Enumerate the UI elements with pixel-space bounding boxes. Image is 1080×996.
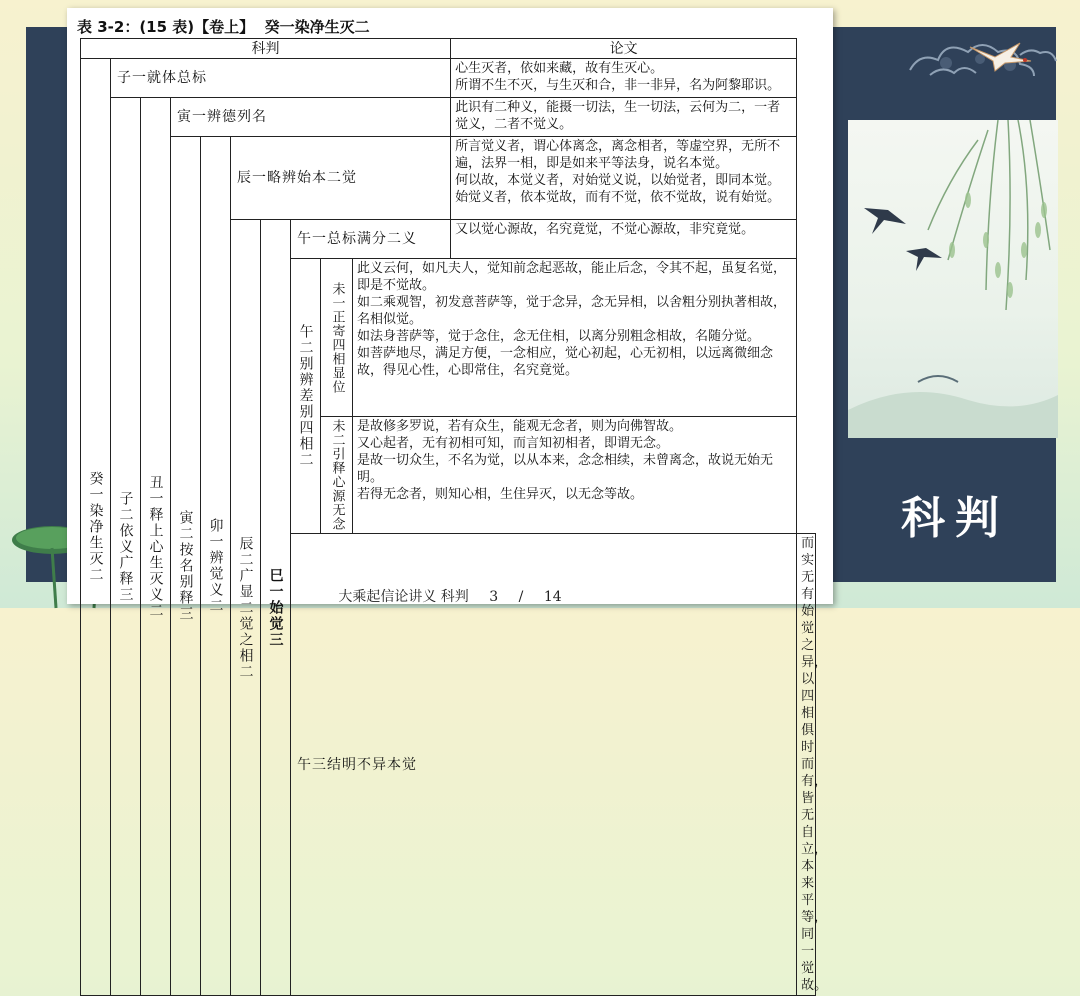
text-line: 所谓不生不灭，与生灭和合，非一非异，名为阿黎耶识。 [455, 78, 781, 93]
page-footer [67, 586, 833, 606]
text-line: 此识有二种义，能摄一切法，生一切法，云何为二，一者觉义，二者不觉义。 [455, 100, 781, 132]
outline-wei2: 未二引释心源无念 [321, 417, 353, 534]
text-yin1 [451, 98, 797, 137]
caption-volume: 【卷上】 [194, 18, 255, 36]
outline-mao1: 卯一辨觉义二 [201, 137, 231, 996]
willow-painting [848, 120, 1058, 438]
footer-page: 3 [489, 589, 499, 605]
outline-chou1: 丑一释上心生灭义二 [141, 98, 171, 996]
text-line: 而实无有始觉之异，以四相俱时而有，皆无自立，本来平等，同一觉故。 [801, 536, 828, 993]
header-outline: 科判 [81, 39, 451, 59]
text-line: 始觉义者，依本觉故，而有不觉，依不觉故，说有始觉。 [455, 190, 781, 205]
text-wei1 [353, 259, 797, 417]
footer-total: 14 [543, 589, 562, 605]
text-line: 所言觉义者，谓心体离念，离念相者，等虚空界，无所不遍，法界一相，即是如来平等法身，说名本觉。 [455, 139, 781, 171]
outline-yin1: 寅一辨德列名 [171, 98, 451, 137]
text-zi1 [451, 59, 797, 98]
text-line: 若得无念者，则知心相，生住异灭，以无念等故。 [357, 487, 644, 502]
text-line: 如法身菩萨等，觉于念住，念无住相，以离分别粗念相故，名随分觉。 [357, 329, 761, 344]
text-line: 心生灭者，依如来藏，故有生灭心。 [455, 61, 664, 76]
outline-chen1: 辰一略辨始本二觉 [231, 137, 451, 220]
outline-wei1: 未一正寄四相显位 [321, 259, 353, 417]
text-line: 是故一切众生，不名为觉，以从本来，念念相续，未曾离念，故说无始无明。 [357, 453, 774, 485]
table-caption [77, 16, 370, 37]
text-line: 此义云何，如凡夫人，觉知前念起恶故，能止后念，令其不起，虽复名觉，即是不觉故。 [357, 261, 787, 293]
caption-section: 癸一染净生灭二 [264, 18, 370, 36]
footer-title: 大乘起信论讲义 科判 [338, 589, 469, 605]
side-panel-title: 科判 [901, 493, 1009, 544]
text-line: 又心起者，无有初相可知，而言知初相者，即谓无念。 [357, 436, 670, 451]
header-text: 论文 [451, 39, 797, 59]
outline-zi1: 子一就体总标 [111, 59, 451, 98]
outline-zi2: 子二依义广释三 [111, 98, 141, 996]
outline-yin2: 寅二按名别释三 [171, 137, 201, 996]
outline-wu1: 午一总标满分二义 [291, 220, 451, 259]
outline-wu2: 午二别辨差别四相二 [291, 259, 321, 534]
outline-gui1: 癸一染净生灭二 [81, 59, 111, 996]
outline-si1: 巳一始觉三 [261, 220, 291, 996]
text-line: 又以觉心源故，名究竟觉，不觉心源故，非究竟觉。 [455, 222, 755, 237]
text-wei2 [353, 417, 797, 534]
caption-label: 表 3-2：(15 表) [77, 18, 195, 36]
text-line: 如二乘观智，初发意菩萨等，觉于念异，念无异相，以舍粗分别执著相故，名相似觉。 [357, 295, 787, 327]
crane-icon [965, 35, 1035, 75]
text-line: 如菩萨地尽，满足方便，一念相应，觉心初起，心无初相，以远离微细念故，得见心性，心即常住，名究竟觉。 [357, 346, 774, 378]
text-chen1 [451, 137, 797, 220]
footer-separator: / [518, 589, 524, 605]
outline-wu3: 午三结明不异本觉 [291, 534, 797, 996]
text-line: 是故修多罗说，若有众生，能观无念者，则为向佛智故。 [357, 419, 683, 434]
outline-chen2: 辰二广显二觉之相二 [231, 220, 261, 996]
document-page [67, 8, 833, 993]
outline-table [80, 38, 828, 996]
text-wu1 [451, 220, 797, 259]
text-line: 何以故，本觉义者，对始觉义说，以始觉者，即同本觉。 [455, 173, 781, 188]
